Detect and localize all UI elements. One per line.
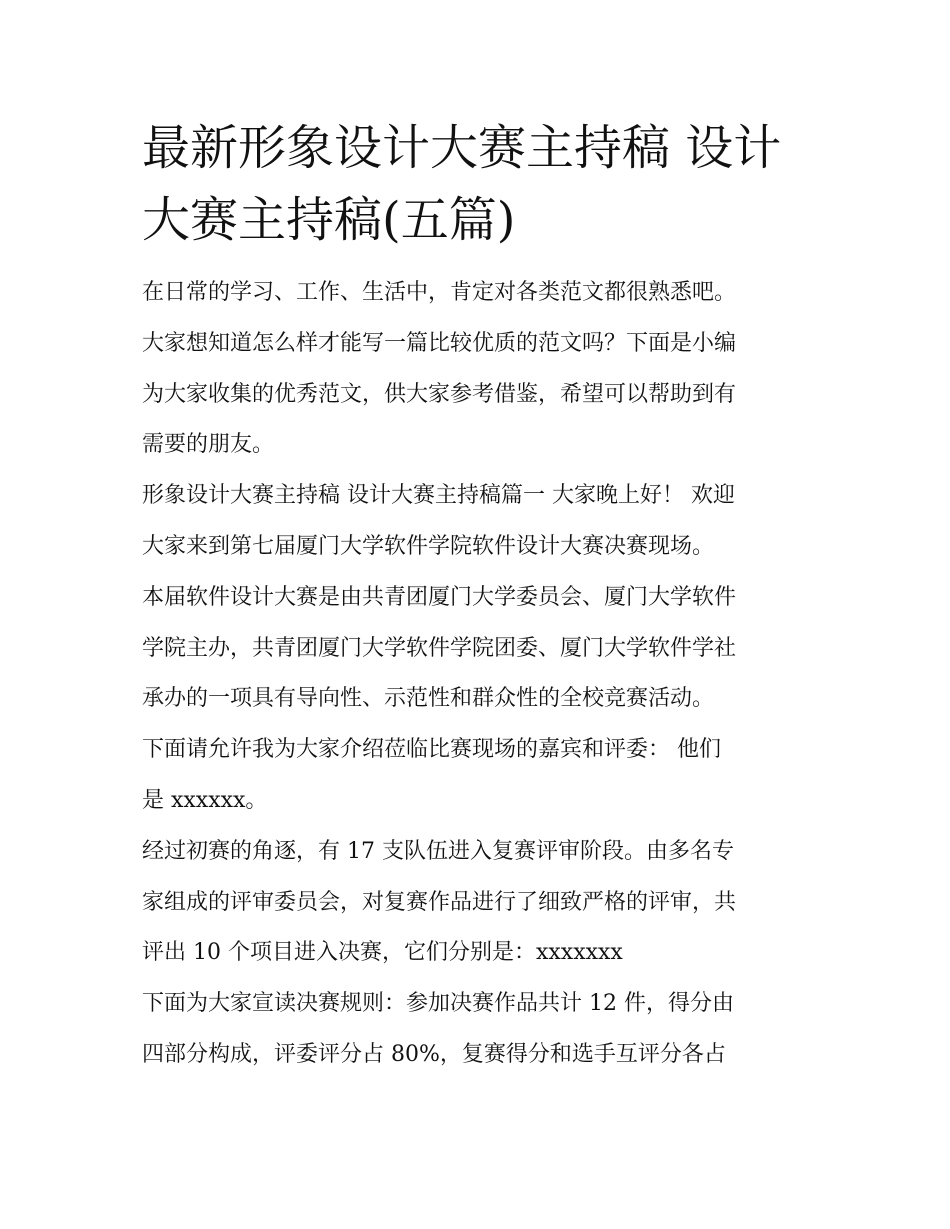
document-title — [142, 112, 814, 256]
document-body — [142, 268, 814, 1081]
text-line: 学院主办，共青团厦门大学软件学院团委、厦门大学软件学社 — [142, 635, 737, 661]
title-line: 大赛主持稿(五篇) — [142, 192, 516, 248]
text-line: 形象设计大赛主持稿 设计大赛主持稿篇一 大家晚上好！ 欢迎 — [142, 483, 735, 509]
paragraph-rules — [142, 979, 814, 1081]
text-line: 大家想知道怎么样才能写一篇比较优质的范文吗？下面是小编 — [142, 330, 737, 356]
text-line: 评出 10 个项目进入决赛，它们分别是：xxxxxxx — [142, 940, 623, 966]
paragraph-intro — [142, 268, 814, 471]
text-line: 承办的一项具有导向性、示范性和群众性的全校竞赛活动。 — [142, 686, 715, 712]
text-line: 大家来到第七届厦门大学软件学院软件设计大赛决赛现场。 — [142, 533, 715, 559]
text-line: 家组成的评审委员会，对复赛作品进行了细致严格的评审，共 — [142, 889, 737, 915]
text-line: 需要的朋友。 — [142, 432, 275, 458]
title-line: 最新形象设计大赛主持稿 设计 — [142, 120, 782, 176]
text-line: 在日常的学习、工作、生活中，肯定对各类范文都很熟悉吧。 — [142, 280, 737, 305]
paragraph-finalists — [142, 827, 814, 979]
text-line: 四部分构成，评委评分占 80%，复赛得分和选手互评分各占 — [142, 1041, 726, 1067]
text-line: 下面请允许我为大家介绍莅临比赛现场的嘉宾和评委： 他们 — [142, 737, 721, 763]
paragraph-greeting — [142, 471, 814, 573]
text-line: 是 xxxxxx。 — [142, 787, 268, 813]
text-line: 为大家收集的优秀范文，供大家参考借鉴，希望可以帮助到有 — [142, 381, 737, 407]
text-line: 本届软件设计大赛是由共青团厦门大学委员会、厦门大学软件 — [142, 584, 737, 610]
document-content — [142, 112, 814, 1081]
paragraph-organizers — [142, 573, 814, 725]
paragraph-guests — [142, 725, 814, 827]
text-line: 经过初赛的角逐，有 17 支队伍进入复赛评审阶段。由多名专 — [142, 838, 734, 864]
text-line: 下面为大家宣读决赛规则：参加决赛作品共计 12 件，得分由 — [142, 991, 734, 1017]
